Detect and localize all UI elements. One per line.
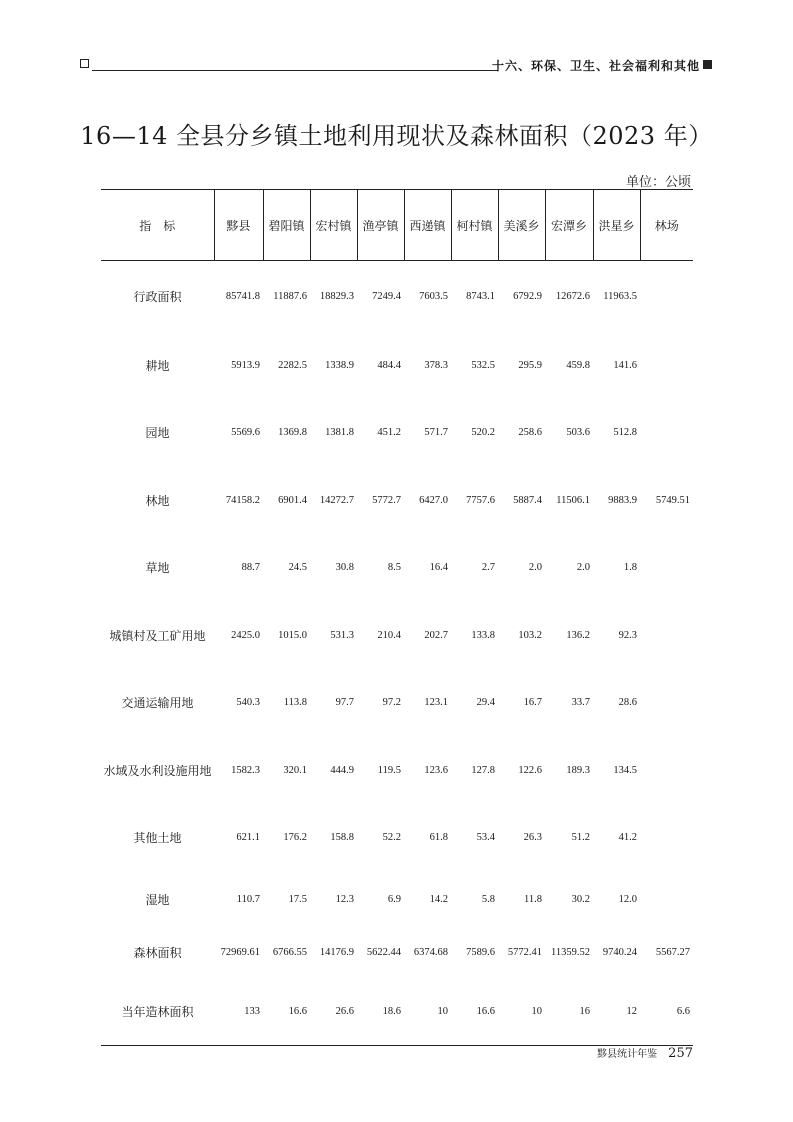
table-cell: 451.2	[377, 427, 401, 438]
table-cell: 123.6	[424, 764, 448, 776]
table-cell: 6427.0	[419, 494, 448, 506]
row-label: 林地	[145, 493, 170, 508]
table-cell: 5772.7	[372, 494, 401, 506]
table-cell: 6766.55	[272, 946, 307, 958]
table-cell: 88.7	[241, 562, 260, 573]
column-header: 宏村镇	[310, 190, 357, 261]
table-cell: 520.2	[471, 427, 495, 438]
table-row	[101, 737, 693, 804]
table-cell: 51.2	[571, 832, 590, 843]
table-cell: 2.0	[528, 562, 542, 573]
table-cell	[640, 399, 693, 467]
table-cell: 24.5	[288, 562, 307, 573]
table-cell: 17.5	[288, 893, 307, 905]
table-cell: 8743.1	[466, 290, 495, 302]
row-label: 园地	[145, 426, 170, 440]
table-cell: 113.8	[283, 697, 307, 708]
table-cell: 52.2	[382, 832, 401, 843]
table-cell: 92.3	[618, 629, 637, 641]
table-cell: 6.6	[640, 978, 693, 1046]
table-cell: 176.2	[283, 832, 307, 843]
table-cell: 7603.5	[419, 290, 448, 302]
table-cell: 133.8	[471, 629, 495, 641]
table-cell: 512.8	[613, 427, 637, 438]
table-cell: 16.6	[451, 978, 498, 1046]
table-cell	[640, 261, 693, 332]
table-cell: 11359.52	[551, 946, 590, 958]
table-cell: 14176.9	[319, 946, 354, 958]
table-cell: 5569.6	[231, 427, 260, 438]
table-cell: 5567.27	[655, 946, 690, 958]
table-cell: 2.7	[481, 562, 495, 573]
table-cell: 1.8	[623, 562, 637, 573]
table-cell: 7249.4	[372, 290, 401, 302]
column-header: 黟县	[214, 190, 263, 261]
row-label: 其他土地	[133, 831, 182, 845]
column-header: 林场	[640, 190, 693, 261]
table-cell: 16	[545, 978, 593, 1046]
table-row	[101, 978, 693, 1046]
table-cell: 295.9	[518, 359, 542, 371]
table-cell: 85741.8	[225, 290, 260, 302]
table-cell: 459.8	[566, 359, 590, 371]
row-label: 当年造林面积	[101, 978, 214, 1046]
square-filled-icon	[703, 60, 712, 69]
table-cell: 72969.61	[220, 946, 260, 958]
row-label: 森林面积	[133, 945, 182, 960]
table-cell: 18829.3	[319, 290, 354, 302]
unit-label: 单位：公顷	[625, 175, 691, 190]
table-cell: 2.0	[576, 562, 590, 573]
table-cell: 158.8	[330, 832, 354, 843]
table-cell: 189.3	[566, 764, 590, 776]
table-cell: 2425.0	[231, 629, 260, 641]
table-title: 16—14 全县分乡镇土地利用现状及森林面积（2023 年）	[80, 122, 713, 150]
table-cell: 28.6	[618, 697, 637, 708]
table-cell: 134.5	[613, 764, 637, 776]
table-cell: 30.2	[571, 893, 590, 905]
table-cell: 29.4	[476, 697, 495, 708]
table-cell: 202.7	[424, 629, 448, 641]
header-row	[101, 190, 693, 261]
row-label: 水域及水利设施用地	[103, 763, 212, 778]
table-cell: 258.6	[518, 427, 542, 438]
table-cell: 5772.41	[507, 946, 542, 958]
table-cell: 5887.4	[513, 494, 542, 506]
table-cell: 9883.9	[608, 494, 637, 506]
row-label: 耕地	[145, 358, 170, 373]
table-row	[101, 804, 693, 872]
table-cell: 26.6	[310, 978, 357, 1046]
table-cell: 320.1	[283, 764, 307, 776]
table-cell: 532.5	[471, 359, 495, 371]
table-cell: 5.8	[481, 893, 495, 905]
column-header: 宏潭乡	[545, 190, 593, 261]
table-cell: 12.0	[618, 893, 637, 905]
table-row	[101, 602, 693, 669]
table-row	[101, 872, 693, 927]
table-cell: 133	[214, 978, 263, 1046]
table-cell: 6901.4	[278, 494, 307, 506]
table-cell: 210.4	[377, 629, 401, 641]
table-cell: 540.3	[236, 697, 260, 708]
table-cell: 16.4	[429, 562, 448, 573]
table-cell: 12.3	[335, 893, 354, 905]
table-cell	[640, 602, 693, 669]
table-cell: 10	[498, 978, 545, 1046]
section-title: 十六、环保、卫生、社会福利和其他	[491, 59, 700, 73]
square-outline-icon	[80, 59, 89, 68]
column-header: 美溪乡	[498, 190, 545, 261]
table-cell	[640, 669, 693, 737]
running-header	[80, 58, 712, 74]
table-cell: 61.8	[429, 832, 448, 843]
table-cell: 16.6	[263, 978, 310, 1046]
table-cell: 621.1	[236, 832, 260, 843]
table-cell: 571.7	[424, 427, 448, 438]
table-cell: 14272.7	[319, 494, 354, 506]
table-cell: 12	[593, 978, 640, 1046]
table-cell: 8.5	[387, 562, 401, 573]
column-header: 渔亭镇	[357, 190, 404, 261]
column-header: 指 标	[101, 190, 214, 261]
table-row	[101, 467, 693, 534]
table-cell: 127.8	[471, 764, 495, 776]
table-cell: 30.8	[335, 562, 354, 573]
table-cell: 26.3	[523, 832, 542, 843]
table-cell: 119.5	[377, 764, 401, 776]
table-cell: 10	[404, 978, 451, 1046]
table-cell: 74158.2	[225, 494, 260, 506]
column-header: 西递镇	[404, 190, 451, 261]
table-cell: 14.2	[429, 893, 448, 905]
table-cell: 5913.9	[231, 359, 260, 371]
table-cell	[640, 534, 693, 602]
table-cell	[640, 804, 693, 872]
table-cell: 6374.68	[413, 946, 448, 958]
table-cell: 6.9	[387, 893, 401, 905]
table-cell: 11506.1	[556, 494, 590, 506]
table-cell: 1381.8	[325, 427, 354, 438]
table-cell: 11887.6	[273, 290, 307, 302]
land-use-table	[101, 189, 693, 1046]
table-cell: 110.7	[236, 893, 260, 905]
table-cell: 18.6	[357, 978, 404, 1046]
table-cell	[640, 332, 693, 399]
table-cell: 16.7	[523, 697, 542, 708]
table-cell: 141.6	[613, 359, 637, 371]
table-row	[101, 399, 693, 467]
page-number: 257	[668, 1046, 693, 1061]
table-cell: 484.4	[377, 359, 401, 371]
header-rule	[92, 70, 498, 71]
table-cell: 136.2	[566, 629, 590, 641]
table-cell: 11.8	[524, 893, 542, 905]
table-row	[101, 534, 693, 602]
table-cell: 53.4	[476, 832, 495, 843]
table-row	[101, 332, 693, 399]
row-label: 湿地	[145, 892, 170, 907]
row-label: 草地	[145, 561, 170, 575]
table-cell: 33.7	[571, 697, 590, 708]
column-header: 碧阳镇	[263, 190, 310, 261]
column-header: 柯村镇	[451, 190, 498, 261]
table-cell: 9740.24	[602, 946, 637, 958]
table-cell: 97.7	[335, 697, 354, 708]
table-cell: 503.6	[566, 427, 590, 438]
publication-name: 黟县统计年鉴	[597, 1049, 658, 1060]
table-cell: 103.2	[518, 629, 542, 641]
table-cell: 1582.3	[231, 764, 260, 776]
row-label: 行政面积	[133, 289, 182, 304]
table-cell	[640, 737, 693, 804]
page-footer	[597, 1042, 693, 1061]
table-cell: 41.2	[618, 832, 637, 843]
table-cell: 7757.6	[466, 494, 495, 506]
table-row	[101, 927, 693, 978]
table-row	[101, 669, 693, 737]
table-cell: 122.6	[518, 764, 542, 776]
table-cell: 2282.5	[278, 359, 307, 371]
table-cell: 97.2	[382, 697, 401, 708]
column-header: 洪星乡	[593, 190, 640, 261]
table-cell: 444.9	[330, 764, 354, 776]
table-cell: 6792.9	[513, 290, 542, 302]
table-cell: 5622.44	[366, 946, 401, 958]
table-cell: 11963.5	[603, 290, 637, 302]
table-cell: 531.3	[330, 629, 354, 641]
table-cell	[640, 872, 693, 927]
table-cell: 123.1	[424, 697, 448, 708]
row-label: 交通运输用地	[121, 696, 194, 710]
table-cell: 7589.6	[466, 946, 495, 958]
table-row	[101, 261, 693, 332]
table-cell: 1015.0	[278, 629, 307, 641]
table-cell: 1338.9	[325, 359, 354, 371]
table-cell: 1369.8	[278, 427, 307, 438]
table-cell: 12672.6	[555, 290, 590, 302]
table-cell: 378.3	[424, 359, 448, 371]
table-cell: 5749.51	[655, 494, 690, 506]
row-label: 城镇村及工矿用地	[109, 628, 206, 643]
